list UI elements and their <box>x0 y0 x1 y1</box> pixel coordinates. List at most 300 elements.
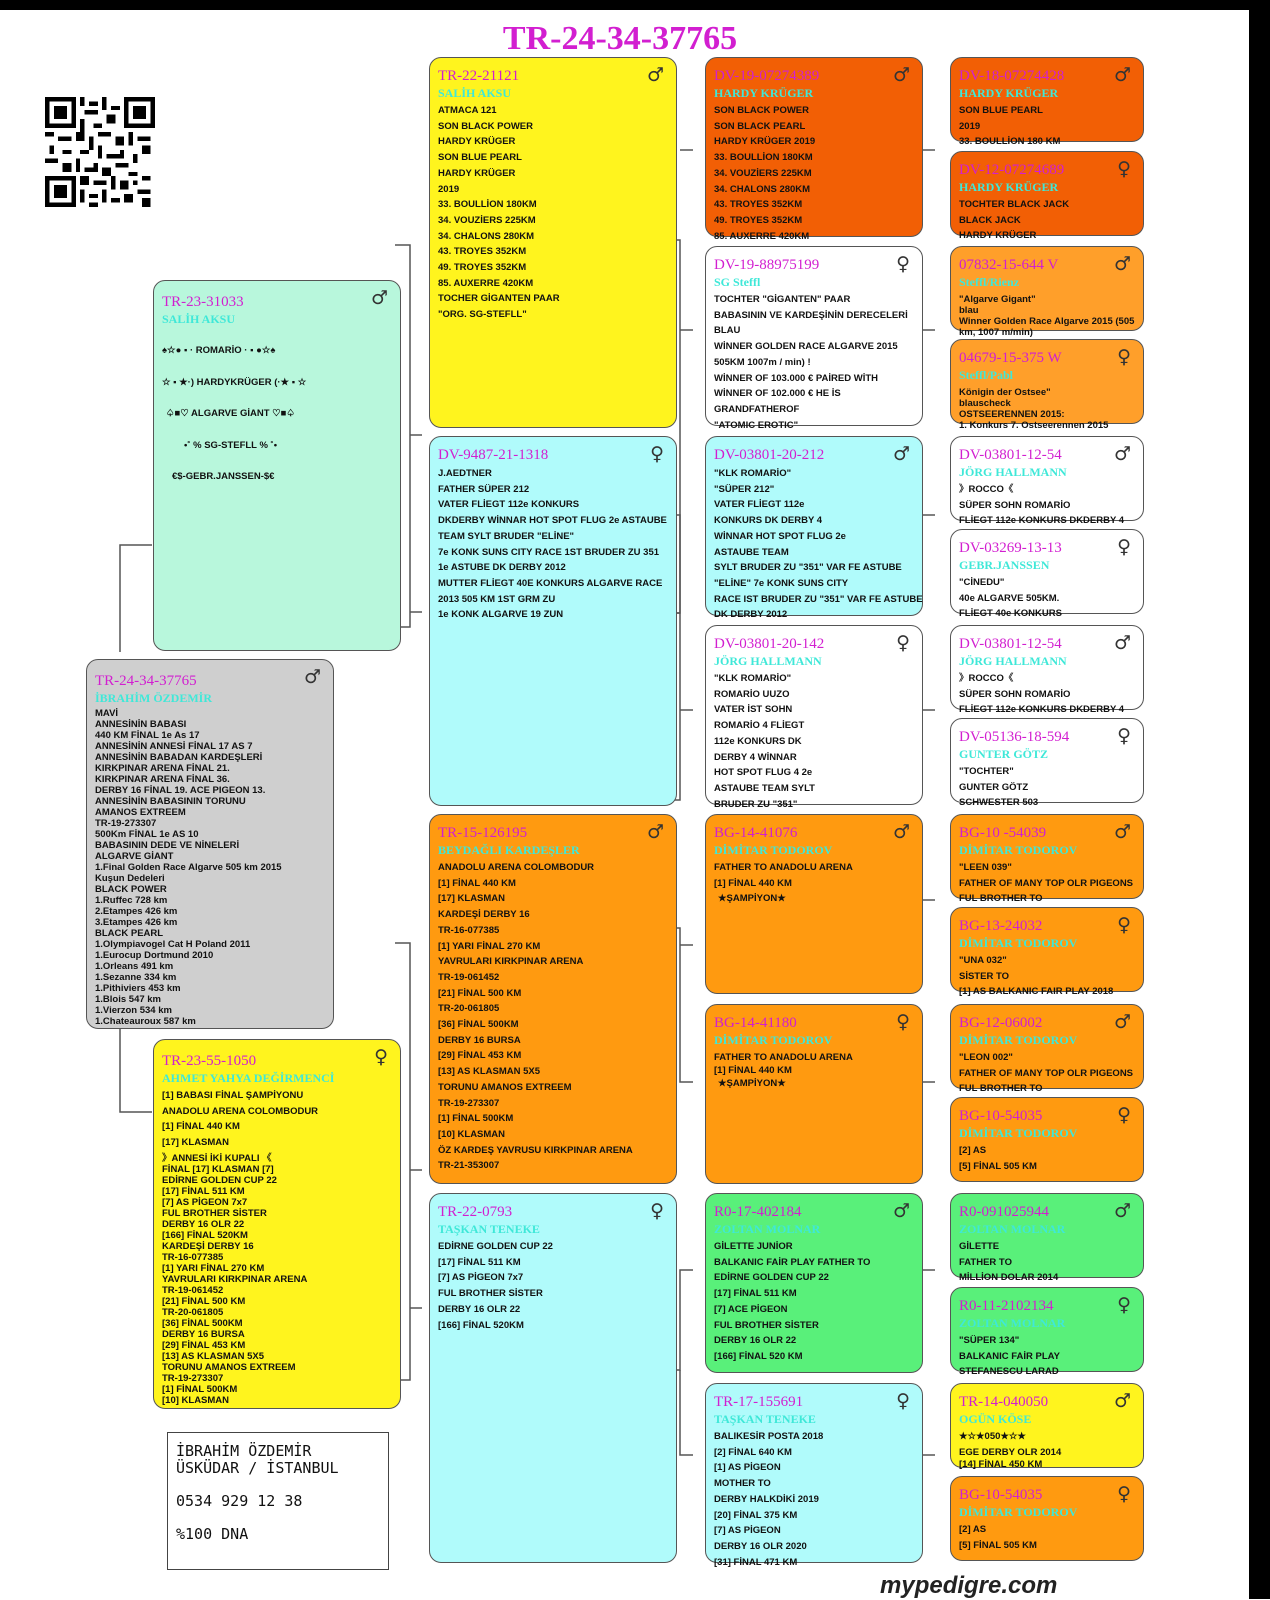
note-line: SON BLUE PEARL <box>959 105 1043 116</box>
ring-number: DV-03801-12-54 <box>959 636 1062 652</box>
pedigree-notes <box>959 1050 1135 1097</box>
note-line: TR-19-273307 <box>95 818 157 829</box>
note-line: "KLK ROMARİO" <box>714 468 792 479</box>
pigeon-card-ddd[interactable] <box>705 1383 923 1568</box>
note-line: AMANOS EXTREEM <box>95 807 186 818</box>
note-line: FUL BROTHER SİSTER <box>714 1319 819 1331</box>
note-line: Winner Golden Race Algarve 2015 (505 <box>959 316 1135 327</box>
ring-number: R0-11-2102134 <box>959 1298 1054 1314</box>
note-line: TR-19-061452 <box>438 971 500 983</box>
note-line: FATHER TO ANADOLU ARENA <box>714 862 853 873</box>
pedigree-notes <box>438 103 668 323</box>
note-line: 1.Pithiviers 453 km <box>95 983 181 994</box>
note-line: ASTAUBE TEAM SYLT <box>714 782 815 794</box>
pigeon-card-ssd[interactable] <box>705 246 923 431</box>
note-line: ★ŞAMPİYON★ <box>718 1077 786 1089</box>
page-title: TR-24-34-37765 <box>502 20 738 57</box>
note-line: BALKANIC FAİR PLAY <box>959 1350 1060 1362</box>
note-line: [7] AS PİGEON 7x7 <box>162 1196 248 1208</box>
note-line: [2] AS <box>959 1145 987 1156</box>
pigeon-card-ddsd[interactable] <box>950 1287 1144 1378</box>
note-line: [13] AS KLASMAN 5X5 <box>438 1066 541 1078</box>
dna-note: %100 DNA <box>176 1525 249 1543</box>
female-icon: ♀ <box>1117 914 1131 936</box>
note-line: DERBY 16 OLR 22 <box>438 1303 521 1315</box>
note-line: [1] YARI FİNAL 270 KM <box>162 1262 265 1274</box>
pigeon-card-sdss[interactable] <box>950 436 1144 527</box>
pedigree-notes-dense <box>162 1153 392 1406</box>
note-line: SON BLACK POWER <box>438 120 533 132</box>
pigeon-card-ssss[interactable] <box>950 57 1144 148</box>
note-line: FUL BROTHER TO <box>959 1083 1043 1095</box>
pigeon-card-dsds[interactable] <box>950 1004 1144 1095</box>
owner-name: İBRAHİM ÖZDEMİR <box>95 691 213 705</box>
note-line: FATHER OF MANY TOP OLR PIGEONS <box>959 1067 1134 1079</box>
note-line: ROMARİO UUZO <box>714 688 790 700</box>
note-line: HARDY KRÜGER <box>959 230 1037 242</box>
note-line: TOCHER GİGANTEN PAAR <box>438 293 560 305</box>
note-line: GİLETTE JUNİOR <box>714 1241 793 1252</box>
note-line: WİNNAR HOT SPOT FLUG 2e <box>714 530 846 542</box>
note-line: 33. BOULLİON 180 KM <box>959 136 1061 148</box>
pigeon-card-dss[interactable] <box>705 814 923 994</box>
owner-name: TAŞKAN TENEKE <box>438 1222 540 1236</box>
owner-name: DİMİTAR TODOROV <box>959 1505 1078 1519</box>
note-line: TOCHTER BLACK JACK <box>959 199 1070 210</box>
pedigree-notes <box>438 1239 668 1333</box>
note-line: WİNNER GOLDEN RACE ALGARVE 2015 <box>714 341 898 353</box>
pedigree-notes <box>959 294 1135 338</box>
pigeon-card-ssdd[interactable] <box>950 339 1144 431</box>
note-line: DERBY 16 BURSA <box>162 1328 245 1340</box>
note-line: 1.Ruffec 728 km <box>95 895 168 906</box>
pedigree-notes <box>162 335 392 493</box>
female-icon: ♀ <box>374 1046 388 1068</box>
note-line: 1.Olympiavogel Cat H Poland 2011 <box>95 939 251 950</box>
pedigree-notes <box>959 482 1135 529</box>
note-line: "Algarve Gigant" <box>959 294 1036 305</box>
note-line: "UNA 032" <box>959 955 1007 966</box>
note-line: SİSTER TO <box>959 970 1009 982</box>
pigeon-card-subject[interactable] <box>86 659 334 1029</box>
note-line: [7] ACE PİGEON <box>714 1303 788 1315</box>
pigeon-card-dam-dam[interactable] <box>429 1193 677 1563</box>
note-line: DERBY HALKDİKİ 2019 <box>714 1493 819 1505</box>
owner-name: DİMİTAR TODOROV <box>959 936 1078 950</box>
pigeon-card-sire-dam[interactable] <box>429 436 677 806</box>
note-line: BLACK POWER <box>95 884 167 895</box>
note-line: [7] AS PİGEON <box>714 1525 781 1537</box>
ring-number: TR-23-55-1050 <box>162 1053 257 1069</box>
note-line: ANNESİNİN BABASININ TORUNU <box>95 796 246 807</box>
owner-name: ZOLTAN MOLNAR <box>959 1316 1066 1330</box>
note-line: DERBY 16 FİNAL 19. ACE PIGEON 13. <box>95 785 266 796</box>
note-line: TR-16-077385 <box>438 924 500 936</box>
ring-number: DV-05136-18-594 <box>959 729 1070 745</box>
note-line: MİLLİON DOLAR 2014 <box>959 1272 1059 1284</box>
note-line: EDİRNE GOLDEN CUP 22 <box>438 1241 553 1252</box>
ring-number: TR-14-040050 <box>959 1394 1049 1410</box>
note-line: [1] FİNAL 440 KM <box>438 877 516 889</box>
ring-number: BG-13-24032 <box>959 918 1043 934</box>
note-line: "ELİNE" 7e KONK SUNS CITY <box>714 577 849 589</box>
note-line: ANADOLU ARENA COLOMBODUR <box>162 1105 319 1117</box>
pedigree-notes <box>959 387 1135 431</box>
owner-name: JÖRG HALLMANN <box>959 465 1067 479</box>
note-line: [166] FİNAL 520KM <box>438 1319 524 1331</box>
note-line: 49. TROYES 352KM <box>438 262 527 274</box>
pedigree-notes <box>959 860 1135 907</box>
note-line: [1] FİNAL 440 KM <box>162 1121 240 1133</box>
note-line: [166] FİNAL 520 KM <box>714 1350 803 1362</box>
pedigree-notes <box>959 671 1135 718</box>
ring-number: TR-15-126195 <box>438 825 528 841</box>
note-line: EDİRNE GOLDEN CUP 22 <box>714 1272 829 1284</box>
note-line: BABASININ DEDE VE NİNELERİ <box>95 840 240 851</box>
note-line: 33. BOULLİON 180KM <box>714 152 813 164</box>
pigeon-card-dsss[interactable] <box>950 814 1144 905</box>
note-line: YAVRULARI KIRKPINAR ARENA <box>438 956 584 968</box>
owner-name: Steffl/Pabl <box>959 368 1013 382</box>
pigeon-card-ddds[interactable] <box>950 1383 1144 1471</box>
note-line: 505KM 1007m / min) ! <box>714 356 811 368</box>
note-line: 40e ALGARVE 505KM. <box>959 592 1060 604</box>
female-icon: ♀ <box>650 1200 664 1222</box>
note-line: [29] FİNAL 453 KM <box>162 1339 246 1351</box>
note-line: SÜPER SOHN ROMARİO <box>959 688 1071 700</box>
note-line: 1.Orleans 491 km <box>95 961 174 972</box>
male-icon: ♂ <box>892 1200 910 1222</box>
owner-name: DİMİTAR TODOROV <box>959 843 1078 857</box>
note-line: 1.Vierzon 534 km <box>95 1005 172 1016</box>
pedigree-notes <box>959 1429 1135 1469</box>
note-line: FUL BROTHER TO <box>959 893 1043 905</box>
pedigree-notes <box>959 1522 1135 1553</box>
owner-name: Steffl/Rienz <box>959 275 1019 289</box>
note-line: SON BLUE PEARL <box>438 152 522 164</box>
note-line: FLİEGT 112e KONKURS DKDERBY 4 <box>959 515 1125 527</box>
note-line: TORUNU AMANOS EXTREEM <box>438 1081 572 1093</box>
note-line: FLİEGT 40e KONKURS <box>959 608 1062 620</box>
note-line: 2013 505 KM 1ST GRM ZU <box>438 593 556 605</box>
note-line: TR-19-273307 <box>162 1372 224 1384</box>
right-border <box>1249 0 1270 1599</box>
pigeon-card-dam-sire[interactable] <box>429 814 677 1184</box>
note-line: 1.Blois 547 km <box>95 994 162 1005</box>
male-icon: ♂ <box>892 443 910 465</box>
pigeon-card-sdd[interactable] <box>705 625 923 810</box>
ring-number: R0-17-402184 <box>714 1204 802 1220</box>
note-line: 85. AUXERRE 420KM <box>438 277 534 289</box>
note-line: FİNAL [17] KLASMAN [7] <box>162 1163 274 1175</box>
note-line: 34. VOUZİERS 225KM <box>714 167 812 179</box>
female-icon: ♀ <box>896 253 910 275</box>
breeder-location: ÜSKÜDAR / İSTANBUL <box>176 1459 339 1477</box>
note-line: 1.Chateauroux 587 km <box>95 1016 196 1027</box>
pigeon-card-ssds[interactable] <box>950 246 1144 338</box>
note-line: "SÜPER 212" <box>714 483 775 495</box>
owner-name: DİMİTAR TODOROV <box>959 1033 1078 1047</box>
pedigree-notes <box>959 764 1135 811</box>
note-line: MOTHER TO <box>714 1478 771 1490</box>
note-line: MAVİ <box>95 708 119 719</box>
female-icon: ♀ <box>1117 346 1131 368</box>
male-icon: ♂ <box>646 64 664 86</box>
pigeon-card-dam[interactable] <box>153 1039 401 1409</box>
female-icon: ♀ <box>896 632 910 654</box>
ring-number: 04679-15-375 W <box>959 350 1062 366</box>
male-icon: ♂ <box>1113 64 1131 86</box>
owner-name: AHMET YAHYA DEĞİRMENCİ <box>162 1071 335 1085</box>
note-line: HARDY KRÜGER 2019 <box>714 136 816 148</box>
note-line: DERBY 4 WİNNAR <box>714 751 797 763</box>
female-icon: ♀ <box>1117 158 1131 180</box>
ring-number: TR-23-31033 <box>162 294 244 310</box>
note-line: [17] KLASMAN <box>162 1137 230 1149</box>
note-line: HARDY KRÜGER <box>438 136 516 148</box>
note-line: TR-21-353007 <box>438 1160 500 1172</box>
male-icon: ♂ <box>1113 1390 1131 1412</box>
pigeon-card-dds[interactable] <box>705 1193 923 1373</box>
note-line: [17] FİNAL 511 KM <box>162 1185 245 1197</box>
note-line: VATER İST SOHN <box>714 704 793 716</box>
pedigree-notes <box>95 708 325 1027</box>
note-line: GİLETTE <box>959 1241 1000 1252</box>
owner-name: DİMİTAR TODOROV <box>959 1126 1078 1140</box>
owner-name: HARDY KRÜGER <box>714 86 814 100</box>
ring-number: BG-10-54035 <box>959 1108 1043 1124</box>
ring-number: DV-19-07274389 <box>714 68 820 84</box>
note-line: BLACK PEARL <box>95 928 164 939</box>
note-line: [7] AS PİGEON 7x7 <box>438 1272 524 1284</box>
pigeon-card-sdsd[interactable] <box>950 529 1144 620</box>
note-line: 2019 <box>959 120 981 132</box>
pedigree-notes <box>959 953 1135 1000</box>
note-line: FLİEGT 112e KONKURS DKDERBY 4 <box>959 704 1125 716</box>
owner-name: HARDY KRÜGER <box>959 180 1059 194</box>
note-line: J.AEDTNER <box>438 468 492 479</box>
owner-name: GUNTER GÖTZ <box>959 747 1049 761</box>
note-line: BLAU <box>714 325 741 337</box>
male-icon: ♂ <box>1113 1011 1131 1033</box>
pigeon-card-sssd[interactable] <box>950 151 1144 242</box>
owner-name: ZOLTAN MOLNAR <box>714 1222 821 1236</box>
ring-number: BG-10-54035 <box>959 1487 1043 1503</box>
note-line: 34. VOUZİERS 225KM <box>438 214 536 226</box>
pigeon-card-dsd[interactable] <box>705 1004 923 1184</box>
note-line: [31] FİNAL 471 KM <box>714 1556 798 1568</box>
owner-name: HARDY KRÜGER <box>959 86 1059 100</box>
male-icon: ♂ <box>1113 1200 1131 1222</box>
note-line: VATER FLİEGT 112e KONKURS <box>438 499 580 511</box>
ring-number: DV-19-88975199 <box>714 257 820 273</box>
pigeon-card-dddd[interactable] <box>950 1476 1144 1561</box>
note-line: 34. CHALONS 280KM <box>714 183 811 195</box>
note-line: [10] KLASMAN <box>162 1394 230 1406</box>
male-icon: ♂ <box>1113 821 1131 843</box>
note-line: ROMARİO 4 FLİEGT <box>714 720 805 732</box>
ring-number: DV-12-07274689 <box>959 162 1065 178</box>
owner-name: DİMİTAR TODOROV <box>714 843 833 857</box>
note-line: 2019 <box>438 183 460 195</box>
ring-number: TR-24-34-37765 <box>95 673 197 689</box>
note-line: ♤■♡ ALGARVE GİANT ♡■♤ <box>166 408 295 419</box>
note-line: STEFANESCU LARAD <box>959 1366 1059 1378</box>
pedigree-notes <box>959 197 1135 244</box>
note-line: 1e ASTUBE DK DERBY 2012 <box>438 562 566 574</box>
note-line: 》ROCCO《 <box>959 673 1014 684</box>
owner-name: BEYDAĞLI KARDEŞLER <box>438 843 580 857</box>
note-line: "CİNEDU" <box>959 577 1005 588</box>
male-icon: ♂ <box>303 666 321 688</box>
note-line: RACE IST BRUDER ZU "351" VAR FE ASTUBE <box>714 593 923 605</box>
note-line: BABASININ VE KARDEŞİNİN DERECELERİ <box>714 309 908 321</box>
note-line: KARDEŞİ DERBY 16 <box>438 909 530 921</box>
note-line: BLACK JACK <box>959 214 1021 226</box>
owner-name: OGÜN KÖSE <box>959 1412 1032 1426</box>
breeder-phone: 0534 929 12 38 <box>176 1492 303 1510</box>
ring-number: DV-03801-12-54 <box>959 447 1062 463</box>
male-icon: ♂ <box>1113 443 1131 465</box>
note-line: 112e KONKURS DK <box>714 735 802 747</box>
ring-number: TR-22-21121 <box>438 68 520 84</box>
pigeon-card-sddd[interactable] <box>950 718 1144 809</box>
owner-name: GEBR.JANSSEN <box>959 558 1050 572</box>
note-line: KARDEŞİ DERBY 16 <box>162 1240 254 1252</box>
female-icon: ♀ <box>1117 1294 1131 1316</box>
note-line: GRANDFATHEROF <box>714 403 800 415</box>
note-line: DERBY 16 OLR 22 <box>162 1218 245 1230</box>
ring-number: TR-17-155691 <box>714 1394 804 1410</box>
note-line: [36] FİNAL 500KM <box>162 1317 243 1329</box>
note-line: 500Km FİNAL 1e AS 10 <box>95 829 199 840</box>
note-line: EGE DERBY OLR 2014 <box>959 1446 1062 1458</box>
note-line: KONKURS DK DERBY 4 <box>714 515 823 527</box>
note-line: [29] FİNAL 453 KM <box>438 1050 522 1062</box>
note-line: 1.Eurocup Dortmund 2010 <box>95 950 214 961</box>
note-line: [5] FİNAL 505 KM <box>959 1160 1037 1172</box>
note-line: EDİRNE GOLDEN CUP 22 <box>162 1174 277 1186</box>
note-line: KIRKPINAR ARENA FİNAL 21. <box>95 763 230 774</box>
pedigree-notes <box>714 466 923 623</box>
note-line: 1.Sezanne 334 km <box>95 972 177 983</box>
note-line: SCHWESTER 503 <box>959 797 1039 809</box>
note-line: SON BLACK POWER <box>714 105 809 116</box>
note-line: 43. TROYES 352KM <box>438 246 527 258</box>
note-line: Kuşun Dedeleri <box>95 873 165 884</box>
note-line: [20] FİNAL 375 KM <box>714 1509 798 1521</box>
note-line: HOT SPOT FLUG 4 2e <box>714 767 813 779</box>
pigeon-card-dssd[interactable] <box>950 907 1144 998</box>
note-line: BRUDER ZU "351" <box>714 798 798 810</box>
footer-brand: mypedigre.com <box>880 1572 1058 1599</box>
note-line: FATHER OF MANY TOP OLR PIGEONS <box>959 877 1134 889</box>
pedigree-notes <box>714 103 914 244</box>
owner-name: SG Steffl <box>714 275 761 289</box>
note-line: 2.Etampes 426 km <box>95 906 178 917</box>
breeder-contact-box <box>167 1432 389 1570</box>
note-line: WİNNER OF 103.000 € PAİRED WİTH <box>714 372 878 384</box>
note-line: •˚ % SG-STEFLL % ˚• <box>184 439 278 451</box>
female-icon: ♀ <box>896 1390 910 1412</box>
note-line: ALGARVE GİANT <box>95 851 174 862</box>
note-line: ANNESİNİN ANNESİ FİNAL 17 AS 7 <box>95 741 253 752</box>
note-line: 》ROCCO《 <box>959 484 1014 495</box>
note-line: HARDY KRÜGER <box>438 167 516 179</box>
pigeon-card-sire[interactable] <box>153 280 401 651</box>
owner-name: TAŞKAN TENEKE <box>714 1412 816 1426</box>
pigeon-card-sdds[interactable] <box>950 625 1144 716</box>
pedigree-notes <box>714 1050 914 1091</box>
note-line: "SÜPER 134" <box>959 1335 1020 1346</box>
note-line: DERBY 16 OLR 2020 <box>714 1540 807 1552</box>
note-line: 33. BOULLİON 180KM <box>438 199 537 211</box>
note-line: 85. AUXERRE 420KM <box>714 230 810 242</box>
note-line: 43. TROYES 352KM <box>714 199 803 211</box>
owner-name: JÖRG HALLMANN <box>714 654 822 668</box>
note-line: TR-16-077385 <box>162 1251 224 1263</box>
pigeon-card-sds[interactable] <box>705 436 923 621</box>
pigeon-card-dsdd[interactable] <box>950 1097 1144 1182</box>
ring-number: R0-091025944 <box>959 1204 1049 1220</box>
note-line: ♠☆● ▪ · ROMARİO · ▪ ●☆♠ <box>162 345 276 356</box>
note-line: "TOCHTER" <box>959 766 1014 777</box>
note-line: GUNTER GÖTZ <box>959 781 1029 793</box>
pedigree-notes <box>714 1429 914 1570</box>
note-line: blau <box>959 305 979 316</box>
note-line: €$-GEBR.JANSSEN-$€ <box>172 471 275 482</box>
pedigree-notes <box>959 1239 1135 1286</box>
note-line: OSTSEERENNEN 2015: <box>959 409 1065 420</box>
pigeon-card-ddss[interactable] <box>950 1193 1144 1284</box>
note-line: [13] AS KLASMAN 5X5 <box>162 1350 265 1362</box>
male-icon: ♂ <box>1113 632 1131 654</box>
note-line: [17] KLASMAN <box>438 893 506 905</box>
note-line: "LEON 002" <box>959 1052 1013 1063</box>
note-line: Königin der Ostsee" <box>959 387 1051 398</box>
note-line: 3.Etampes 426 km <box>95 917 178 928</box>
ring-number: DV-18-07274428 <box>959 68 1065 84</box>
note-line: [1] YARI FİNAL 270 KM <box>438 940 541 952</box>
ring-number: BG-12-06002 <box>959 1015 1043 1031</box>
pedigree-notes <box>959 1333 1135 1380</box>
note-line: TR-20-061805 <box>438 1003 500 1015</box>
note-line: "ORG. SG-STEFLL" <box>438 309 527 321</box>
pigeon-card-sss[interactable] <box>705 57 923 242</box>
note-line: [21] FİNAL 500 KM <box>162 1295 246 1307</box>
note-line: TORUNU AMANOS EXTREEM <box>162 1361 296 1373</box>
note-line: [36] FİNAL 500KM <box>438 1019 519 1031</box>
note-line: [5] FİNAL 505 KM <box>959 1539 1037 1551</box>
note-line: 1e KONK ALGARVE 19 ZUN <box>438 609 564 621</box>
note-line: FATHER SÜPER 212 <box>438 483 530 495</box>
note-line: [1] FİNAL 440 KM <box>714 877 792 889</box>
female-icon: ♀ <box>1117 536 1131 558</box>
note-line: DKDERBY WİNNAR HOT SPOT FLUG 2e ASTAUBE <box>438 515 667 527</box>
note-line: blauscheck <box>959 398 1011 409</box>
note-line: MUTTER FLİEGT 40E KONKURS ALGARVE RACE <box>438 577 663 589</box>
note-line: FUL BROTHER SİSTER <box>438 1288 543 1300</box>
note-line: FATHER TO ANADOLU ARENA <box>714 1052 853 1063</box>
note-line: WİNNER OF 102.000 € HE İS <box>714 388 841 400</box>
male-icon: ♂ <box>892 821 910 843</box>
note-line: [2] FİNAL 640 KM <box>714 1446 792 1458</box>
note-line: 1. Konkurs 7. Ostseerennen 2015 <box>959 420 1109 431</box>
note-line: 440 KM FİNAL 1e As 17 <box>95 730 200 741</box>
note-line: DERBY 16 BURSA <box>438 1034 521 1046</box>
pedigree-notes <box>162 1088 392 1151</box>
pigeon-card-sire-sire[interactable] <box>429 57 677 428</box>
